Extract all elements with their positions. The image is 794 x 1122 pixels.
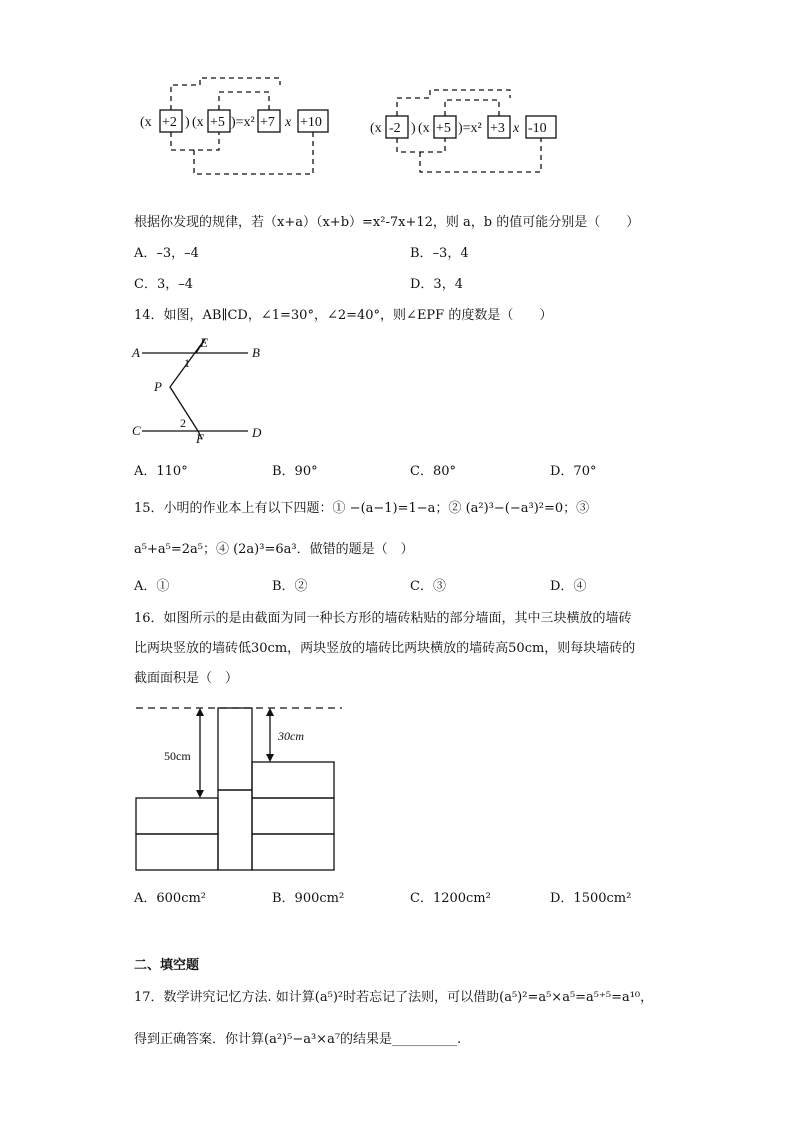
q17-line2: 得到正确答案．你计算(a²)⁵−a³×a⁷的结果是__________.: [134, 1032, 462, 1047]
product-pattern-diagram-right: [360, 80, 580, 180]
right-box2: +5: [436, 121, 451, 136]
label-a: A: [132, 345, 140, 360]
q14-option-b[interactable]: B．90°: [272, 464, 318, 479]
left-close1: ): [185, 115, 190, 130]
q16-line2: 比两块竖放的墙砖低30cm，两块竖放的墙砖比两块横放的墙砖高50cm，则每块墙砖的: [134, 641, 636, 656]
left-x2: (x: [192, 115, 204, 130]
label-30cm: 30cm: [278, 729, 304, 743]
label-e: E: [200, 335, 208, 350]
q16-line1: 16．如图所示的是由截面为同一种长方形的墙砖粘贴的部分墙面，其中三块横放的墙砖: [134, 611, 632, 626]
right-box1: -2: [389, 121, 401, 136]
right-x2: (x: [418, 121, 430, 136]
product-pattern-diagram-left: [130, 70, 350, 180]
left-x1: (x: [140, 115, 152, 130]
label-1: 1: [184, 356, 190, 370]
label-2: 2: [180, 416, 186, 430]
q13-option-a[interactable]: A．–3，–4: [134, 246, 199, 261]
label-c: C: [132, 423, 141, 438]
label-50cm: 50cm: [164, 749, 191, 763]
q16-option-b[interactable]: B．900cm²: [272, 891, 345, 906]
right-x1: (x: [370, 121, 382, 136]
q13-option-b[interactable]: B．–3，4: [410, 246, 469, 261]
q15-option-c[interactable]: C．③: [410, 579, 446, 594]
q15-option-d[interactable]: D．④: [550, 579, 587, 594]
label-b: B: [252, 345, 260, 360]
q16-line3: 截面面积是（ ）: [134, 671, 239, 686]
right-box3: +3: [490, 121, 505, 136]
label-p: P: [154, 379, 162, 394]
q14-option-a[interactable]: A．110°: [134, 464, 188, 479]
left-box3: +7: [260, 115, 275, 130]
q13-option-c[interactable]: C．3，–4: [134, 277, 193, 292]
q15-stem-a: 15．小明的作业本上有以下四题：① −(a−1)=1−a；② (a²)³−(−a³)²=0；③: [134, 501, 590, 516]
left-box2: +5: [210, 115, 225, 130]
q15-option-b[interactable]: B．②: [272, 579, 308, 594]
q16-option-a[interactable]: A．600cm²: [134, 891, 207, 906]
q14-option-c[interactable]: C．80°: [410, 464, 456, 479]
right-x3: x: [513, 121, 520, 136]
left-x3: x: [285, 115, 292, 130]
right-eq: )=x²: [458, 121, 482, 136]
q17-line1: 17．数学讲究记忆方法. 如计算(a⁵)²时若忘记了法则，可以借助(a⁵)²=a⁵×a⁵=a⁵⁺⁵=a¹⁰，: [134, 990, 654, 1005]
left-box4: +10: [300, 115, 322, 130]
right-close1: ): [411, 121, 416, 136]
left-box1: +2: [162, 115, 177, 130]
q13-option-d[interactable]: D．3，4: [410, 277, 463, 292]
label-f: F: [196, 431, 204, 446]
wall-tiles-figure: [130, 700, 350, 875]
label-d: D: [252, 425, 262, 440]
right-box4: -10: [528, 121, 547, 136]
left-eq: )=x²: [231, 115, 255, 130]
q16-option-c[interactable]: C．1200cm²: [410, 891, 491, 906]
q14-option-d[interactable]: D．70°: [550, 464, 597, 479]
q15-stem-b: a⁵+a⁵=2a⁵；④ (2a)³=6a³．做错的题是（ ）: [134, 542, 414, 557]
q16-option-d[interactable]: D．1500cm²: [550, 891, 632, 906]
section-title-fill-blank: 二、填空题: [134, 958, 200, 973]
q15-option-a[interactable]: A．①: [134, 579, 170, 594]
q14-stem: 14．如图，AB∥CD，∠1=30°，∠2=40°，则∠EPF 的度数是（ ）: [134, 308, 553, 323]
parallel-lines-figure: [130, 335, 280, 445]
q13-stem: 根据你发现的规律，若（x+a）（x+b）=x²-7x+12，则 a，b 的值可能分别是（ ）: [134, 215, 640, 230]
